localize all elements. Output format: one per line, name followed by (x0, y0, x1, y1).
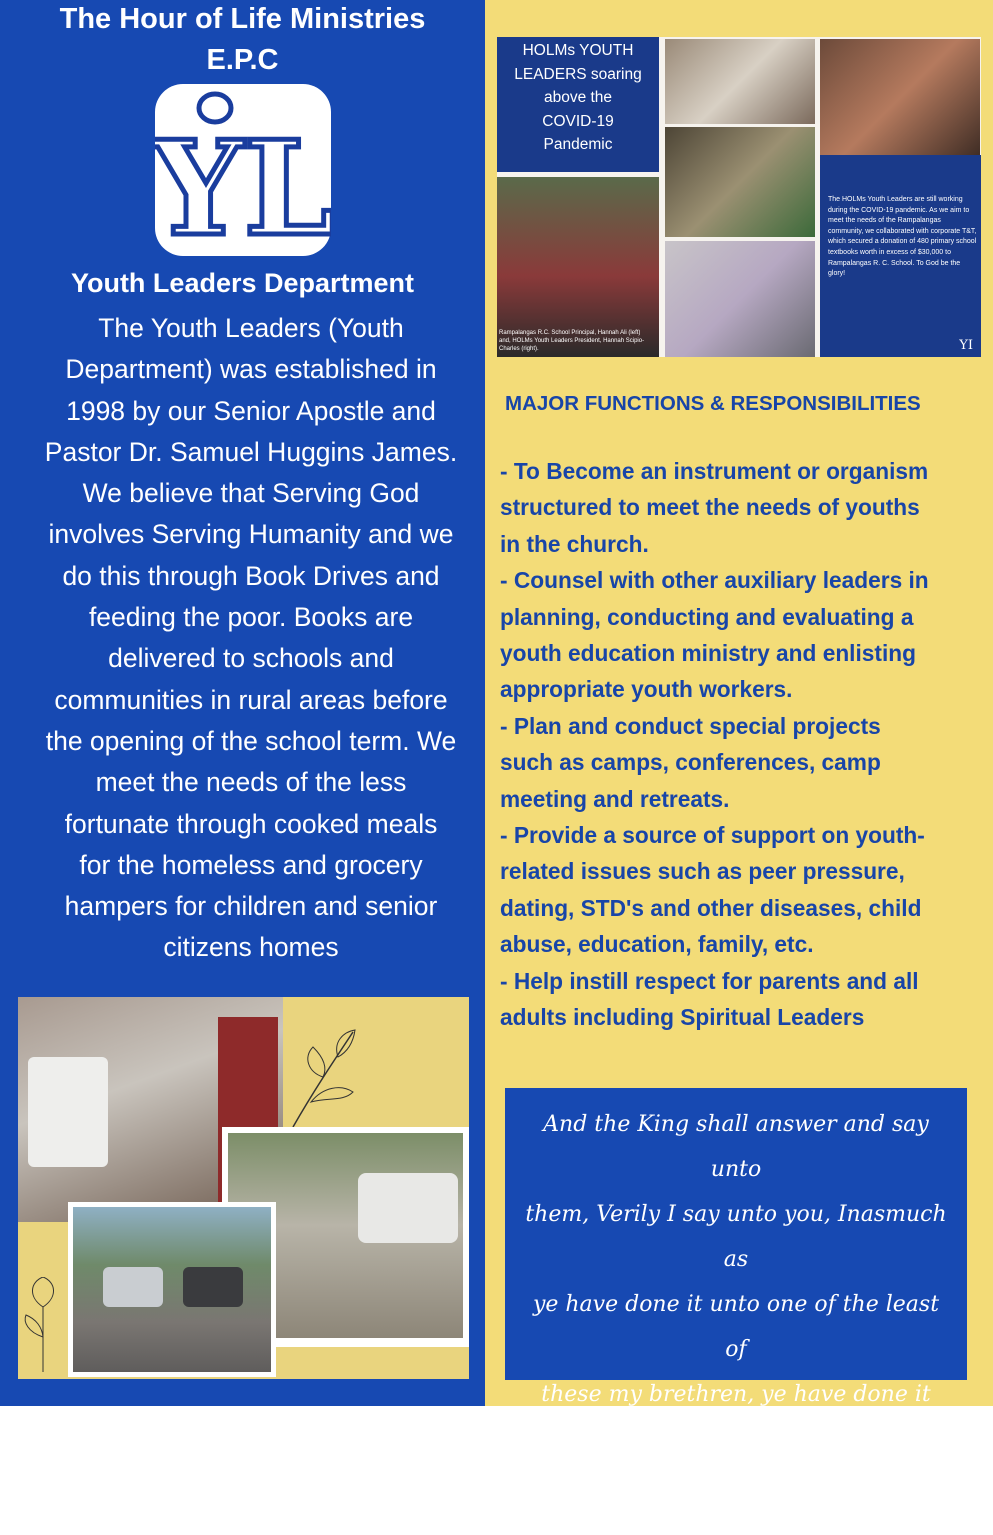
quote-line: me. (715, 1472, 757, 1497)
books-photo (665, 39, 815, 124)
scripture-box (505, 1088, 967, 1535)
function-line: - Plan and conduct special projects (500, 712, 881, 739)
caption-line: LEADERS soaring (514, 65, 642, 83)
desc-line: 1998 by our Senior Apostle and (66, 395, 436, 426)
scripture-reference: Kjv Matthew 25:40 (624, 1509, 848, 1535)
function-line: such as camps, conferences, camp (500, 749, 881, 776)
desc-line: fortunate through cooked meals (64, 808, 438, 839)
desc-line: delivered to schools and (108, 643, 394, 674)
functions-list (500, 453, 980, 1036)
caption-line: HOLMs YOUTH (522, 42, 634, 59)
desc-line: Pastor Dr. Samuel Huggins James. (44, 436, 458, 467)
quote-line: these my brethren, ye have done it unto (541, 1382, 931, 1452)
left-panel (0, 0, 485, 1406)
desc-line: the opening of the school term. We (45, 725, 457, 756)
function-line: in the church. (500, 530, 649, 557)
unloading-photo (665, 127, 815, 237)
volunteer-photo (820, 39, 980, 157)
department-description (16, 308, 486, 969)
principal-photo (497, 177, 659, 357)
yl-logo (155, 84, 331, 256)
scripture-quote (505, 1088, 967, 1507)
desc-line: We believe that Serving God (82, 478, 420, 509)
function-line: planning, conducting and evaluating a (500, 603, 914, 630)
desc-line: communities in rural areas before (54, 684, 448, 715)
quote-line: them, Verily I say unto you, Inasmuch as (525, 1202, 947, 1272)
desc-line: feeding the poor. Books are (88, 602, 414, 633)
function-line: structured to meet the needs of youths (500, 494, 920, 521)
logo-letters: YL (155, 112, 331, 256)
textbooks-photo (665, 241, 815, 357)
desc-line: involves Serving Humanity and we (48, 519, 454, 550)
function-line: - To Become an instrument or organism (500, 458, 929, 484)
caption-line: Pandemic (543, 136, 613, 153)
desc-line: for the homeless and grocery (79, 849, 423, 880)
desc-line: citizens homes (163, 932, 339, 963)
desc-line: meet the needs of the less (95, 767, 407, 798)
car-trunks-photo (73, 1207, 271, 1372)
function-line: youth education ministry and enlisting (500, 640, 916, 667)
book-drive-collage (497, 37, 981, 357)
function-line: related issues such as peer pressure, (500, 858, 905, 885)
department-title: Youth Leaders Department (70, 268, 415, 298)
function-line: adults including Spiritual Leaders (500, 1004, 865, 1031)
leaf-sketch-icon (283, 1022, 373, 1132)
org-name: The Hour of Life Ministries (59, 3, 426, 35)
flower-sketch-icon (18, 1277, 68, 1377)
collage-note: The HOLMs Youth Leaders are still working during the COVID-19 pandemic. As we aim to meet the needs of the Rampalangas community, we collaborated with corporate T&T, which secured a donation of 480 primary school textbooks worth in excess of $30,000 to Rampalangas R. C. School. To God be the glory! (828, 196, 977, 278)
photo-frame (68, 1202, 276, 1377)
photo-caption: Rampalangas R.C. School Principal, Hannah Ali (left) and, HOLMs Youth Leaders President, Hannah Scipio-Charles (right). (499, 330, 645, 352)
function-line: - Provide a source of support on youth- (500, 822, 925, 849)
desc-line: The Youth Leaders (Youth (98, 313, 404, 343)
quote-line: And the King shall answer and say unto (543, 1112, 929, 1182)
function-line: dating, STD's and other diseases, child (500, 894, 922, 921)
collage-note-box (820, 155, 981, 357)
functions-title: MAJOR FUNCTIONS & RESPONSIBILITIES (505, 392, 921, 415)
caption-line: above the (543, 89, 613, 106)
yl-mark-icon: YI (959, 338, 973, 353)
desc-line: Department) was established in (65, 354, 437, 385)
collage-caption-box (497, 37, 659, 172)
desc-line: hampers for children and senior (64, 891, 438, 922)
quote-line: ye have done it unto one of the least of (532, 1292, 940, 1362)
function-line: appropriate youth workers. (500, 676, 793, 703)
caption-line: COVID-19 (542, 112, 614, 130)
outreach-collage (18, 997, 469, 1379)
function-line: meeting and retreats. (500, 785, 730, 812)
function-line: - Counsel with other auxiliary leaders in (500, 567, 929, 594)
desc-line: do this through Book Drives and (62, 560, 440, 591)
function-line: - Help instill respect for parents and all (500, 967, 919, 994)
function-line: abuse, education, family, etc. (500, 931, 814, 958)
org-suffix: E.P.C (206, 44, 279, 76)
